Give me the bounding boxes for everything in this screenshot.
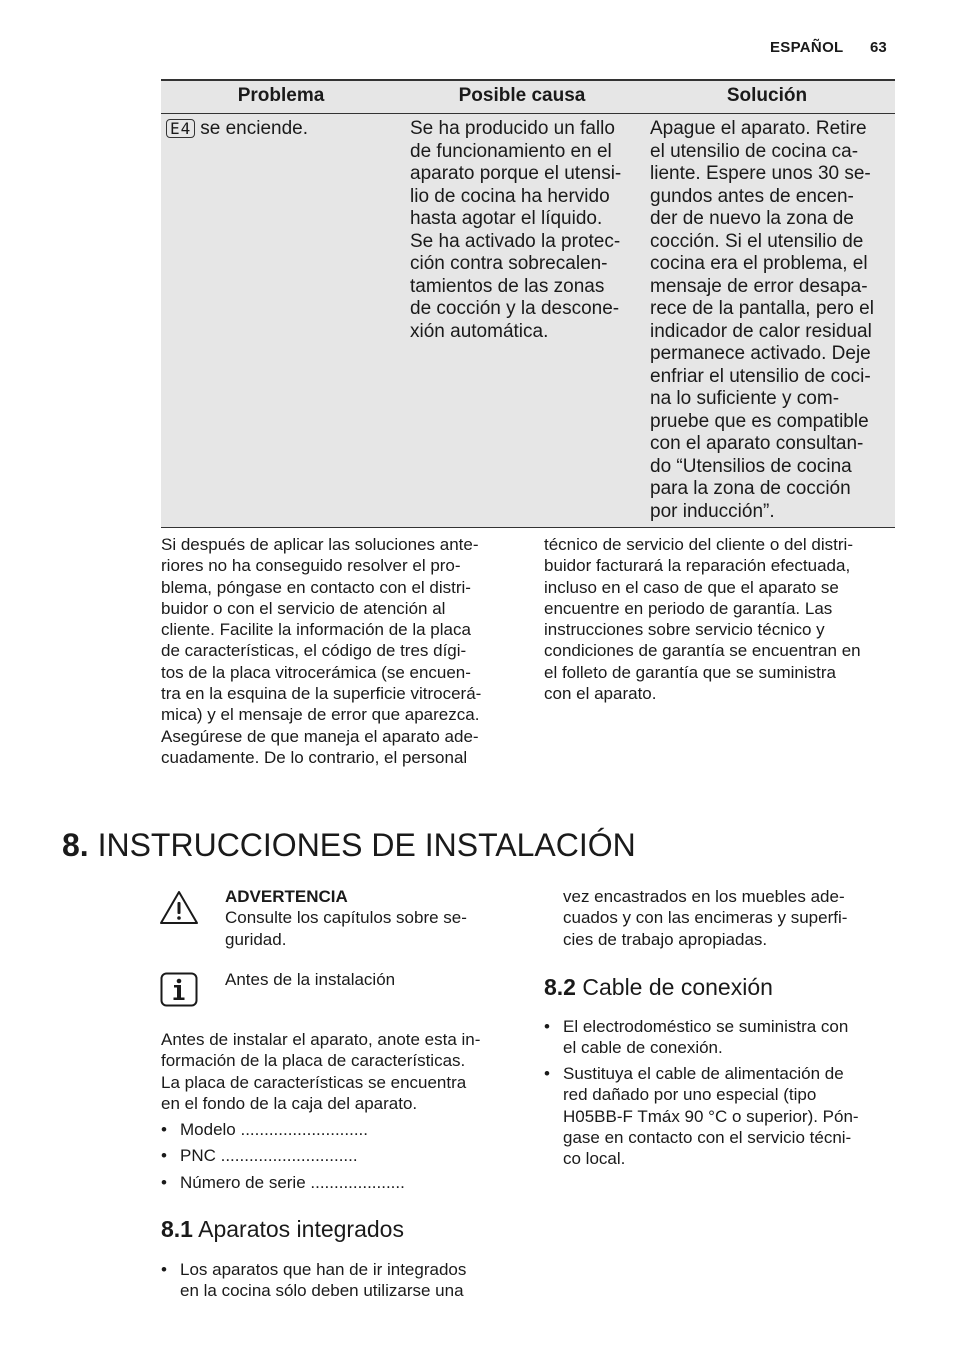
warning-title: ADVERTENCIA — [225, 887, 348, 906]
list-item: • Número de serie .................... — [161, 1173, 405, 1192]
warning-block: ADVERTENCIA Consulte los capítulos sobre se- guridad. — [225, 887, 467, 949]
column-header-problem: Problema — [237, 85, 325, 106]
list-item: • Sustituya el cable de alimentación de red dañado por uno especial (tipo H05BB-F Tmáx 90 °C o superior). Pón- gase en contacto con el servicio técni- co local. — [544, 1064, 859, 1169]
subsection-heading-8-1: 8.1 Aparatos integrados — [161, 1216, 404, 1242]
list-item: • El electrodoméstico se suministra con el cable de conexión. — [544, 1017, 849, 1058]
info-icon — [160, 972, 198, 1008]
list-item: • PNC ............................. — [161, 1146, 358, 1165]
cause-cell: Se ha producido un fallo de funcionamiento en el aparato porque el utensi- lio de cocina ha hervido hasta agotar el líquido. Se ha activado la protec- ción contra sobrecalen- tamientos de las zonas de cocción y la descone- xión automática. — [410, 118, 622, 342]
subsection-heading-8-2: 8.2 Cable de conexión — [544, 974, 773, 1000]
problem-text: se enciende. — [200, 118, 309, 139]
table-header-rule — [161, 113, 895, 114]
column-header-solution: Solución — [726, 85, 808, 106]
list-item: • Modelo ........................... — [161, 1120, 369, 1139]
warning-icon — [159, 890, 199, 926]
table-bottom-rule — [161, 527, 895, 528]
page-number: 63 — [870, 39, 887, 56]
section-heading — [62, 827, 636, 864]
table-top-rule — [161, 79, 895, 81]
list-item: • Los aparatos que han de ir integrados en la cocina sólo deben utilizarse una — [161, 1260, 467, 1301]
error-code-display: E4 — [166, 119, 195, 138]
support-paragraph-right: técnico de servicio del cliente o del distri- buidor facturará la reparación efectuada, incluso en el caso de que el aparato se encuentre en periodo de garantía. Las instrucciones sobre servicio técnico y condiciones de garantía se encuentran en el folleto de garantía que se suministra con el aparato. — [544, 535, 861, 704]
problem-cell — [166, 118, 308, 141]
solution-cell: Apague el aparato. Retire el utensilio de cocina ca- liente. Espere unos 30 se- gundos antes de encen- der de nuevo la zona de cocción. Si el utensilio de cocina era el problema, el mensaje de error desapa- rece de la pantalla, pero el indicador de calor residual permanece activado. Deje enfriar el utensilio de coci- na lo suficiente y com- pruebe que es compatible con el aparato consultan- do “Utensilios de cocina para la zona de cocción por inducción”. — [650, 118, 874, 522]
intro-paragraph: Antes de instalar el aparato, anote esta in- formación de la placa de características. La placa de características se encuentra en el fondo de la caja del aparato. — [161, 1030, 481, 1113]
column-header-cause: Posible causa — [458, 85, 586, 106]
section-title: INSTRUCCIONES DE INSTALACIÓN — [97, 827, 636, 863]
section-number: 8. — [62, 827, 89, 863]
list-item-continuation: vez encastrados en los muebles ade- cuados y con las encimeras y superfi- cies de trabajo apropiadas. — [563, 887, 848, 949]
header-language: ESPAÑOL — [770, 39, 844, 56]
support-paragraph-left: Si después de aplicar las soluciones ante- riores no ha conseguido resolver el pro- blema, póngase en contacto con el distri- buidor o con el servicio de atención al cliente. Facilite la información de la placa de características, el código de tres dígi- tos de la placa vitrocerámica (se encuen- tra en la esquina de la superficie vitrocerá- mica) y el mensaje de error que aparezca. Asegúrese de que maneja el aparato ade- cuadamente. De lo contrario, el personal — [161, 535, 482, 767]
info-text: Antes de la instalación — [225, 970, 396, 989]
